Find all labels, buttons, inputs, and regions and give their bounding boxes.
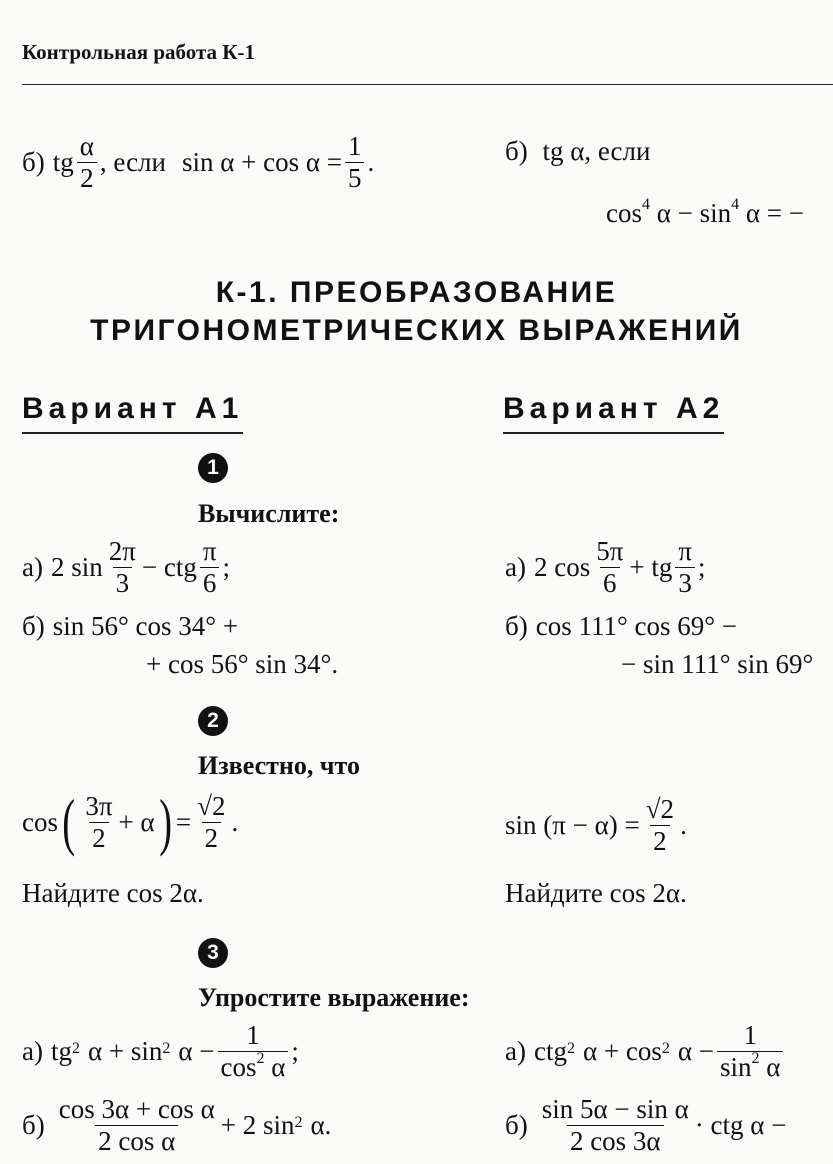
section-title-line1: К-1. ПРЕОБРАЗОВАНИЕ (215, 276, 618, 309)
task2-a2-find: Найдите cos 2α. (505, 878, 687, 908)
fraction: $\frac{√2}{2}$ (197, 790, 226, 853)
header-rule (22, 84, 833, 85)
task1-a1-b: б) sin 56° cos 34° + (22, 611, 239, 641)
task2-a1-given: cos ( $\frac{3\pi}{2}$ + α ) = $\frac{√2}{2}$ . (22, 786, 239, 857)
task-number-badge: 3 (198, 938, 228, 968)
fraction: $\frac{1}{\sin^2 \alpha}$ (717, 1022, 783, 1081)
carry-over-left: б) tg $\frac{\alpha}{2}$ , если sin α + cos α = $\frac{1}{5}$ . (22, 131, 375, 193)
variant-a1-heading: Вариант А1 (22, 392, 243, 434)
task3-a2-b: б) $\frac{\text{sin 5α − sin α}}{2 \cos 3\alpha}$ · ctg α − (505, 1094, 787, 1156)
fraction: $\frac{1}{\cos^2 \alpha}$ (218, 1022, 289, 1081)
fraction: $\frac{\text{cos 3α + cos α}}{\text{2 cos α}}$ (58, 1094, 215, 1156)
task1-a2-a: а) 2 cos $\frac{5\pi}{6}$ + tg $\frac{\pi}{3}$ ; (505, 536, 706, 598)
carry-over-right-line2: $\cos^4 \alpha - \sin^4 \alpha$ = − (606, 196, 804, 228)
fraction: $\frac{\text{sin 5α − sin α}}{2 \cos 3\alpha}$ (541, 1094, 689, 1156)
fraction: $\frac{\pi}{3}$ (675, 538, 695, 597)
section-title-line2: ТРИГОНОМЕТРИЧЕСКИХ ВЫРАЖЕНИЙ (90, 314, 743, 347)
fraction: $\frac{\alpha}{2}$ (77, 133, 97, 192)
task1-a2-b: б) cos 111° cos 69° − (505, 611, 738, 641)
task-prompt: Упростите выражение: (198, 983, 470, 1012)
page-header: Контрольная работа К-1 (22, 40, 256, 64)
task3-a1-a: а) tg 2 α + sin 2 α − $\frac{1}{\cos^2 \alpha}$ ; (22, 1020, 299, 1082)
task-number-badge: 1 (198, 453, 228, 483)
task2-a2-given: sin (π − α) = $\frac{√2}{2}$ . (505, 794, 687, 856)
fraction: $\frac{5\pi}{6}$ (596, 536, 624, 598)
fraction: $\frac{2\pi}{3}$ (108, 536, 136, 598)
fraction: $\frac{3\pi}{2}$ (85, 790, 113, 853)
task3-a1-b: б) $\frac{\text{cos 3α + cos α}}{\text{2 cos α}}$ + 2 sin 2 α. (22, 1094, 332, 1156)
task1-a1-a: а) 2 sin $\frac{2\pi}{3}$ − ctg $\frac{\pi}{6}$ ; (22, 536, 231, 598)
task-prompt: Известно, что (198, 751, 360, 780)
task3-a2-a: а) ctg 2 α + cos 2 α − $\frac{1}{\sin^2 \alpha}$ (505, 1022, 786, 1081)
task1-a2-b-line2: − sin 111° sin 69° (621, 649, 814, 679)
fraction: $\frac{√2}{2}$ (645, 794, 675, 856)
fraction: $\frac{\pi}{6}$ (200, 538, 220, 597)
fraction: $\frac{1}{5}$ (345, 133, 365, 192)
task-prompt: Вычислите: (198, 499, 340, 528)
task2-a1-find: Найдите cos 2α. (22, 878, 204, 908)
variant-a2-heading: Вариант А2 (503, 392, 724, 434)
task1-a1-b-line2: + cos 56° sin 34°. (146, 649, 339, 679)
carry-over-right: б) tg α, если (505, 136, 651, 166)
task-number-badge: 2 (198, 706, 228, 736)
